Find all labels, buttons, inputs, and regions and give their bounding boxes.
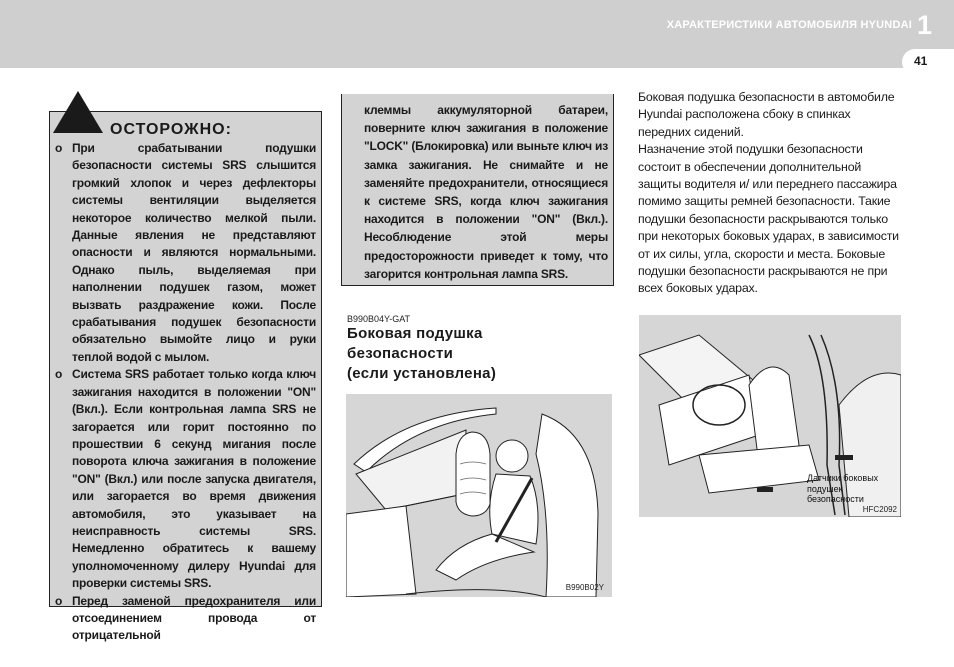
sensor-callout xyxy=(807,473,902,505)
section-title-line: безопасности xyxy=(347,345,454,362)
warning-item xyxy=(54,366,316,592)
warning-item xyxy=(54,593,316,645)
sensor-callout-line: Датчики боковых xyxy=(807,473,879,483)
bullet-marker: o xyxy=(55,367,63,382)
page-header xyxy=(0,0,954,68)
section-title-line: (если установлена) xyxy=(347,365,497,382)
body-text xyxy=(638,89,900,298)
section-code: B990B04Y-GAT xyxy=(347,314,411,324)
body-paragraph: Боковая подушка безопасности в автомобиле Hyundai расположена сбоку в спинках передних сидений. xyxy=(638,90,895,139)
warning-item xyxy=(54,140,316,366)
bullet-marker: o xyxy=(55,593,63,608)
side-airbag-drawing xyxy=(346,394,612,597)
section-title-line: Боковая подушка xyxy=(347,325,483,342)
warning-list xyxy=(54,140,316,645)
warning-item-text: Система SRS работает только когда ключ зажигания находится в положении "ON" (Вкл.). Если контрольная лампа SRS не загорается или горит постоянно по прошествии 6 секунд мигания после поворота ключа зажигания в положение "ON" (Вкл.) или после запуска двигателя, или загорается во время движения автомобиля, это указывает на неисправность системы SRS. Немедленно обратитесь к вашему уполномоченному дилеру Hyundai для проверки системы SRS. xyxy=(72,367,316,591)
page-number-tab xyxy=(902,49,954,75)
figure-code: HFC2092 xyxy=(862,505,897,514)
warning-triangle-icon xyxy=(52,90,104,134)
page-number: 41 xyxy=(914,54,928,68)
chapter-number: 1 xyxy=(916,10,932,40)
sensor-callout-line: безопасности xyxy=(807,494,864,504)
figure-code: B990B02Y xyxy=(565,583,604,592)
warning-item-text: Перед заменой предохранителя или отсоединением провода от отрицательной xyxy=(72,593,316,643)
sensor-callout-line: подушек xyxy=(807,483,843,494)
side-airbag-illustration xyxy=(346,394,612,597)
warning-item-text: При срабатывании подушки безопасности системы SRS слышится громкий хлопок и через дефлекторы системы вентиляции выделяется некоторое количество мелкой пыли. Данные явления не представляют опасности и являются нормальными. Однако пыль, выделяемая при наполнении подушек газом, может вызвать раздражение кожи. После срабатывания подушек безопасности обязательно вымойте лицо и руки теплой водой с мылом. xyxy=(72,141,316,364)
warning-continuation-text: клеммы аккумуляторной батареи, поверните ключ зажигания в положение "LOCK" (Блокировка) или выньте ключ из замка зажигания. Не снимайте и не заменяйте предохранители, относящиеся к системе SRS, когда ключ зажигания находится в положении "ON" (Вкл.). Несоблюдение этой меры предосторожности приведет к тому, что загорится контрольная лампа SRS. xyxy=(364,103,608,281)
warning-title: ОСТОРОЖНО: xyxy=(110,121,232,138)
header-title: ХАРАКТЕРИСТИКИ АВТОМОБИЛЯ HYUNDAI xyxy=(666,19,912,31)
bullet-marker: o xyxy=(55,141,63,155)
section-title xyxy=(347,324,607,384)
body-paragraph: Назначение этой подушки безопасности состоит в обеспечении дополнительной защиты водителя и/ или переднего пассажира помимо защиты ремней безопасности. Такие подушки безопасности раскрываются только при некоторых боковых ударах, в зависимости от их силы, угла, скорости и места. Боковые подушки безопасности раскрываются не при всех боковых ударах. xyxy=(638,142,899,296)
